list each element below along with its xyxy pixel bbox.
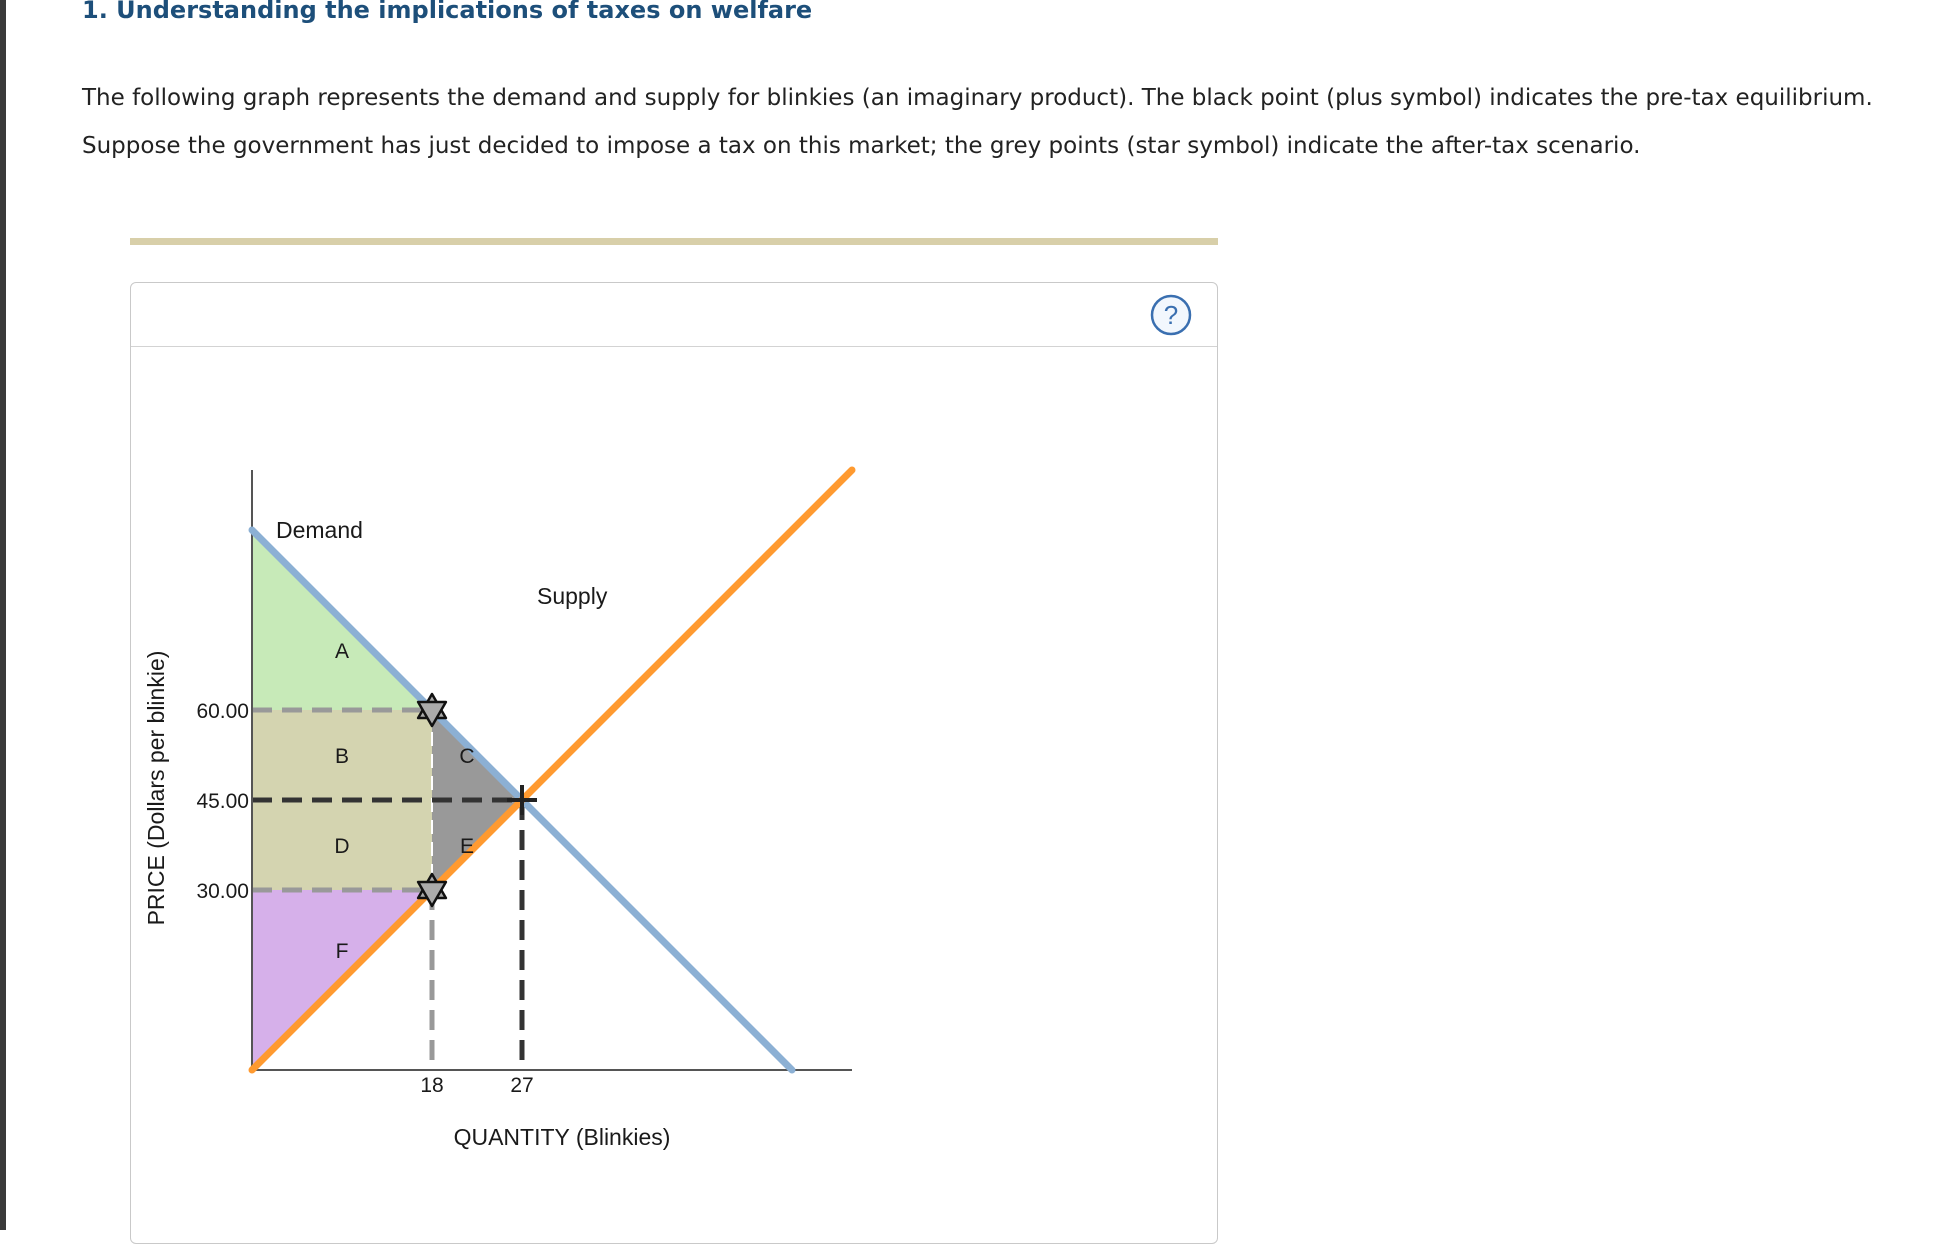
x-tick-label: 27 (510, 1074, 534, 1097)
y-tick-label: 45.00 (196, 790, 249, 813)
x-axis-title: QUANTITY (Blinkies) (453, 1124, 671, 1150)
area-label-b: B (334, 745, 350, 768)
area-label-a: A (334, 640, 350, 663)
demand-label: Demand (276, 517, 363, 543)
supply-label: Supply (537, 583, 608, 609)
area-label-e: E (459, 835, 475, 858)
question-intro: The following graph represents the demand and supply for blinkies (an imaginary product). The black point (plus symbol) indicates the pre-tax equilibrium. Suppose the government has just decided to impose a tax on this market; the grey points (star symbol) indicate the after-tax scenario. (82, 85, 1873, 159)
help-label: ? (1163, 300, 1179, 330)
area-label-d: D (334, 835, 350, 858)
y-tick-label: 30.00 (196, 880, 249, 903)
y-axis-title: PRICE (Dollars per blinkie) (143, 650, 169, 926)
x-tick-label: 18 (420, 1074, 444, 1097)
area-label-c: C (459, 745, 475, 768)
y-tick-label: 60.00 (196, 700, 249, 723)
question-heading: 1. Understanding the implications of taxes on welfare (82, 0, 813, 24)
area-label-f: F (335, 940, 349, 963)
